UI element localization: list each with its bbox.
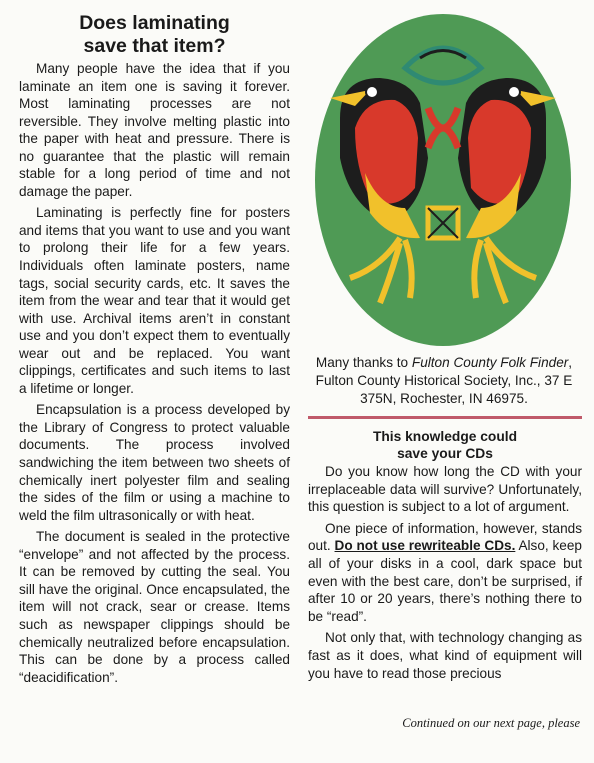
left-article [19, 12, 290, 686]
subhead-line-2: save your CDs [397, 446, 493, 461]
article-title [19, 12, 290, 58]
credit-note [309, 354, 579, 408]
p2-before: One piece of information, however, stands out. [308, 520, 582, 554]
continued-note: Continued on our next page, please [402, 716, 580, 730]
credit-prefix: Many thanks to [315, 355, 412, 370]
cd-article-body [308, 463, 582, 682]
credit-suffix: , Fulton County Historical Society, Inc., 37 E 375N, Rochester, IN 46975. [315, 355, 573, 406]
title-line-1: Does laminating [79, 12, 230, 34]
cd-article-title [308, 428, 582, 462]
rewriteable-warning: Do not use rewriteable CDs. [334, 538, 516, 554]
celtic-birds-illustration [310, 8, 576, 348]
paragraph: Laminating is perfectly fine for posters and items that you want to use and you want to prolong their life for a few years. Individuals often laminate posters, name tags, social security cards, etc. It saves the item from the wear and tear that it would get with use. Archival items aren’t in constant use and you don’t expect them to eventually wear out and be replaced. You want clippings, certificates and such items to last a lifetime or longer. [19, 205, 290, 396]
paragraph: Encapsulation is a process developed by the Library of Congress to protect valuable documents. The process involved sandwiching the item between two sheets of chemically inert polyester film and sealing the sides of the film or using a machine to weld the film ultrasonically or with heat. [19, 402, 290, 523]
credit-source: Fulton County Folk Finder [411, 355, 569, 370]
paragraph: Not only that, with technology changing as fast as it does, what kind of equipment will you have to read those precious [308, 630, 582, 681]
section-divider [308, 416, 582, 419]
paragraph: The document is sealed in the protective “envelope” and not affected by the process. It can be removed by cutting the seal. You sill have the original. Once encapsulated, the item will not crack, sear or crease. Items such as newspaper clippings should be chemically neutralized before encapsulation. This can be done by a process called “deacidification”. [19, 529, 290, 685]
article-body [19, 60, 290, 686]
paragraph: Do you know how long the CD with your irreplaceable data will survive? Unfortunately, this question is subject to a lot of argument. [308, 464, 582, 515]
p2-after: Also, keep all of your disks in a cool, dark space but even with the best care, don’t be surprised, if after 10 or 20 years, there’s nothing there to be “read”. [308, 538, 582, 624]
paragraph [308, 520, 582, 626]
paragraph: Many people have the idea that if you laminate an item one is saving it forever. Most laminating processes are not reversible. They involve melting plastic into the paper with heat and pressure. There is no guarantee that the plastic will remain stable for a long period of time and not damage the paper. [19, 61, 290, 199]
subhead-line-1: This knowledge could [372, 429, 518, 444]
title-line-2: save that item? [83, 35, 226, 57]
